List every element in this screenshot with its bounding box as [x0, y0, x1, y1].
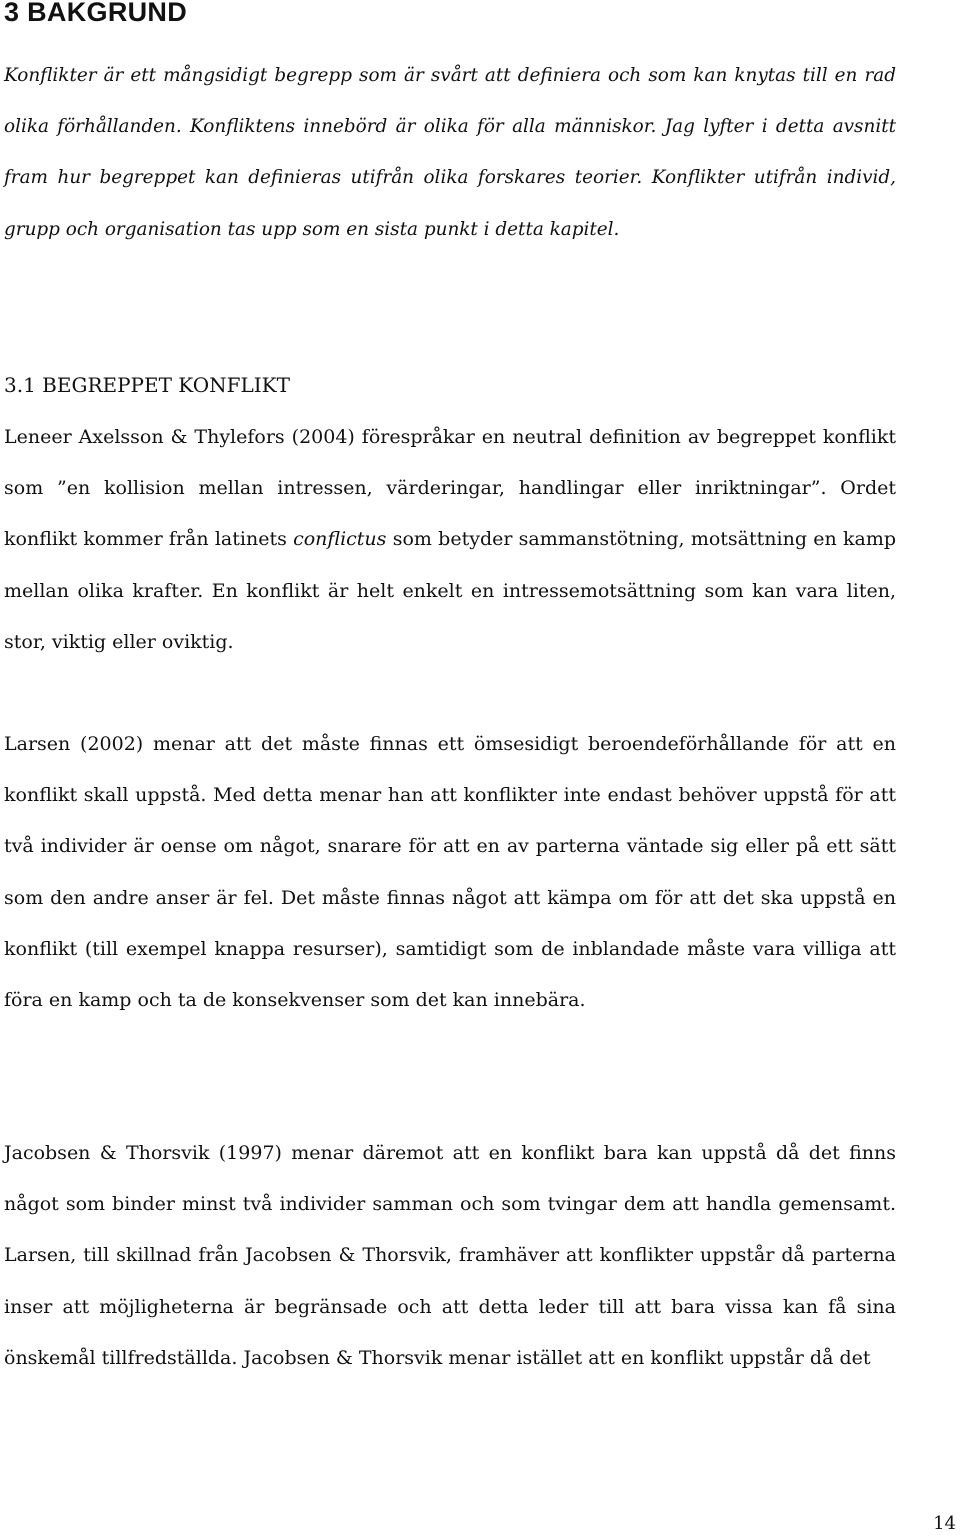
chapter-intro-paragraph: Konflikter är ett mångsidigt begrepp som är svårt att definiera och som kan knytas till en rad olika förhållanden. Konfliktens innebörd är olika för alla människor. Jag lyfter i detta avsnitt fram hur begreppet kan definieras utifrån olika forskares teorier. Konflikter utifrån individ, grupp och organisation tas upp som en sista punkt i detta kapitel.	[4, 65, 896, 240]
body-paragraph-larsen: Larsen (2002) menar att det måste finnas ett ömsesidigt beroendeförhållande för att en konflikt skall uppstå. Med detta menar han att konflikter inte endast behöver uppstå för att två individer är oense om något, snarare för att en av parterna väntade sig eller på ett sätt som den andre anser är fel. Det måste finnas något att kämpa om för att det ska uppstå en konflikt (till exempel knappa resurser), samtidigt som de inblandade måste vara villiga att föra en kamp och ta de konsekvenser som det kan innebära.	[4, 733, 896, 1012]
paragraph-text: Leneer Axelsson & Thylefors (2004) förespråkar en neutral definition av begreppet konflikt som ”en kollision mellan intressen, värderingar, handlingar eller inriktningar”. Ordet konflikt kommer från latinets	[4, 426, 896, 551]
body-paragraph-definition	[4, 412, 896, 668]
chapter-heading: 3 BAKGRUND	[4, 0, 188, 27]
latin-term: conflictus	[293, 528, 387, 551]
page-number: 14	[933, 1513, 956, 1534]
section-heading: 3.1 BEGREPPET KONFLIKT	[4, 373, 290, 397]
paragraph-text: som betyder sammanstötning, motsättning en kamp mellan olika krafter. En konflikt är helt enkelt en intressemotsättning som kan vara liten, stor, viktig eller oviktig.	[4, 528, 896, 653]
body-paragraph-jacobsen-thorsvik: Jacobsen & Thorsvik (1997) menar däremot att en konflikt bara kan uppstå då det finns något som binder minst två individer samman och som tvingar dem att handla gemensamt. Larsen, till skillnad från Jacobsen & Thorsvik, framhäver att konflikter uppstår då parterna inser att möjligheterna är begränsade och att detta leder till att bara vissa kan få sina önskemål tillfredställda. Jacobsen & Thorsvik menar istället att en konflikt uppstår då det	[4, 1142, 896, 1369]
